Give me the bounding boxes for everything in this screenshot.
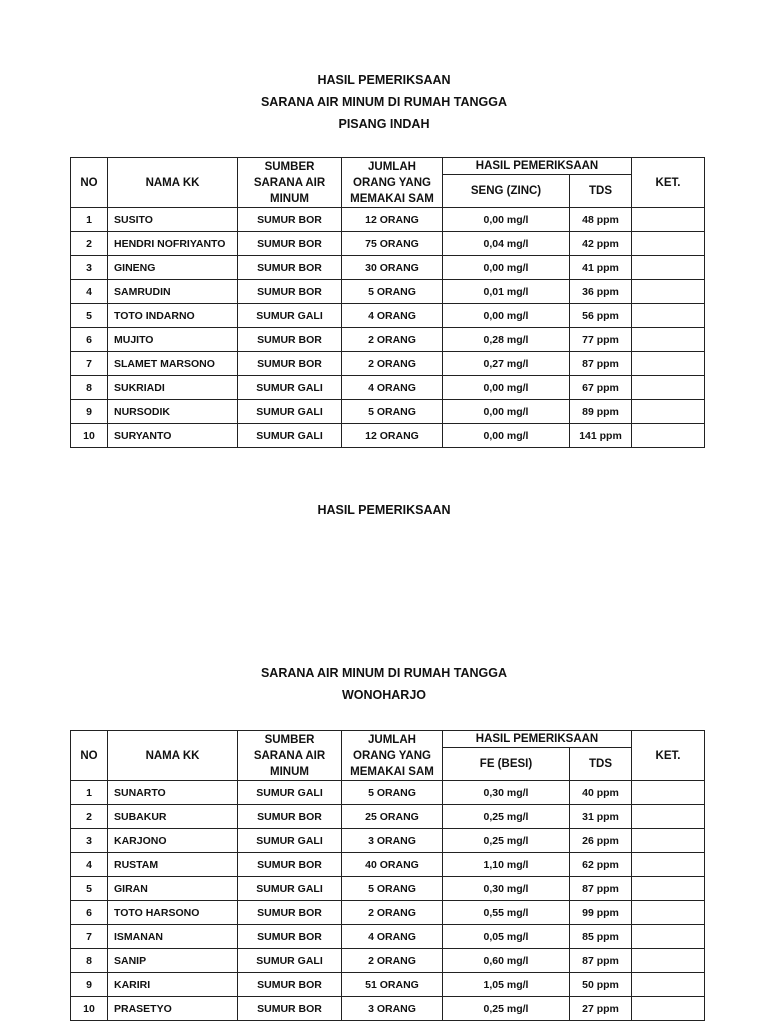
cell-tds: 36 ppm — [570, 280, 632, 304]
cell-parameter: 0,00 mg/l — [443, 304, 570, 328]
cell-no: 9 — [71, 973, 108, 997]
cell-nama-kk: SUSITO — [108, 208, 238, 232]
cell-tds: 26 ppm — [570, 829, 632, 853]
cell-jumlah: 5 ORANG — [342, 877, 443, 901]
section1-title-line-1: HASIL PEMERIKSAAN — [317, 73, 451, 87]
cell-ket — [632, 781, 705, 805]
cell-sumber: SUMUR BOR — [238, 328, 342, 352]
cell-sumber: SUMUR BOR — [238, 208, 342, 232]
cell-sumber: SUMUR GALI — [238, 781, 342, 805]
header-hasil-pemeriksaan: HASIL PEMERIKSAAN — [443, 158, 632, 175]
section1-table-body — [71, 208, 705, 448]
cell-tds: 41 ppm — [570, 256, 632, 280]
cell-no: 10 — [71, 997, 108, 1021]
header-hasil-pemeriksaan: HASIL PEMERIKSAAN — [443, 731, 632, 748]
table-row — [71, 424, 705, 448]
cell-sumber: SUMUR GALI — [238, 400, 342, 424]
cell-nama-kk: SLAMET MARSONO — [108, 352, 238, 376]
table-row — [71, 256, 705, 280]
table-row — [71, 304, 705, 328]
cell-ket — [632, 256, 705, 280]
cell-ket — [632, 328, 705, 352]
cell-tds: 50 ppm — [570, 973, 632, 997]
cell-nama-kk: NURSODIK — [108, 400, 238, 424]
section2-table-body — [71, 781, 705, 1021]
header-jumlah: JUMLAH ORANG YANG MEMAKAI SAM — [342, 158, 443, 208]
cell-jumlah: 2 ORANG — [342, 901, 443, 925]
cell-ket — [632, 232, 705, 256]
cell-ket — [632, 829, 705, 853]
cell-tds: 27 ppm — [570, 997, 632, 1021]
section2-title-line-2: WONOHARJO — [341, 688, 427, 702]
section1-title-line-2: SARANA AIR MINUM DI RUMAH TANGGA — [260, 95, 508, 109]
cell-sumber: SUMUR GALI — [238, 424, 342, 448]
cell-sumber: SUMUR BOR — [238, 997, 342, 1021]
cell-sumber: SUMUR GALI — [238, 376, 342, 400]
cell-jumlah: 30 ORANG — [342, 256, 443, 280]
header-jumlah: JUMLAH ORANG YANG MEMAKAI SAM — [342, 731, 443, 781]
cell-no: 7 — [71, 352, 108, 376]
cell-tds: 31 ppm — [570, 805, 632, 829]
cell-jumlah: 25 ORANG — [342, 805, 443, 829]
cell-jumlah: 4 ORANG — [342, 304, 443, 328]
cell-nama-kk: GIRAN — [108, 877, 238, 901]
cell-parameter: 0,25 mg/l — [443, 805, 570, 829]
cell-ket — [632, 805, 705, 829]
cell-nama-kk: MUJITO — [108, 328, 238, 352]
table-row — [71, 232, 705, 256]
cell-sumber: SUMUR GALI — [238, 304, 342, 328]
cell-parameter: 0,30 mg/l — [443, 877, 570, 901]
cell-nama-kk: TOTO INDARNO — [108, 304, 238, 328]
cell-ket — [632, 877, 705, 901]
cell-parameter: 0,55 mg/l — [443, 901, 570, 925]
cell-parameter: 0,27 mg/l — [443, 352, 570, 376]
cell-jumlah: 5 ORANG — [342, 280, 443, 304]
cell-sumber: SUMUR GALI — [238, 829, 342, 853]
cell-parameter: 0,01 mg/l — [443, 280, 570, 304]
cell-sumber: SUMUR GALI — [238, 949, 342, 973]
cell-tds: 40 ppm — [570, 781, 632, 805]
cell-parameter: 0,04 mg/l — [443, 232, 570, 256]
cell-jumlah: 75 ORANG — [342, 232, 443, 256]
cell-sumber: SUMUR BOR — [238, 853, 342, 877]
section2-table — [70, 730, 705, 1021]
cell-no: 5 — [71, 877, 108, 901]
cell-ket — [632, 901, 705, 925]
cell-ket — [632, 997, 705, 1021]
cell-no: 1 — [71, 781, 108, 805]
cell-tds: 56 ppm — [570, 304, 632, 328]
cell-no: 6 — [71, 328, 108, 352]
cell-sumber: SUMUR BOR — [238, 256, 342, 280]
header-tds: TDS — [570, 748, 632, 781]
cell-no: 4 — [71, 280, 108, 304]
cell-jumlah: 3 ORANG — [342, 997, 443, 1021]
cell-parameter: 0,00 mg/l — [443, 424, 570, 448]
cell-sumber: SUMUR BOR — [238, 280, 342, 304]
cell-jumlah: 2 ORANG — [342, 328, 443, 352]
cell-jumlah: 40 ORANG — [342, 853, 443, 877]
table-row — [71, 829, 705, 853]
cell-jumlah: 12 ORANG — [342, 424, 443, 448]
cell-tds: 42 ppm — [570, 232, 632, 256]
cell-no: 5 — [71, 304, 108, 328]
cell-tds: 85 ppm — [570, 925, 632, 949]
cell-tds: 87 ppm — [570, 877, 632, 901]
cell-no: 8 — [71, 376, 108, 400]
table-row — [71, 877, 705, 901]
cell-no: 7 — [71, 925, 108, 949]
table-row — [71, 973, 705, 997]
cell-nama-kk: SANIP — [108, 949, 238, 973]
cell-no: 6 — [71, 901, 108, 925]
cell-parameter: 0,00 mg/l — [443, 400, 570, 424]
cell-nama-kk: GINENG — [108, 256, 238, 280]
header-nama-kk: NAMA KK — [108, 158, 238, 208]
cell-parameter: 1,05 mg/l — [443, 973, 570, 997]
table-row — [71, 901, 705, 925]
cell-sumber: SUMUR BOR — [238, 925, 342, 949]
cell-parameter: 0,00 mg/l — [443, 208, 570, 232]
header-tds: TDS — [570, 175, 632, 208]
cell-tds: 87 ppm — [570, 352, 632, 376]
header-no: NO — [71, 158, 108, 208]
table-row — [71, 376, 705, 400]
cell-sumber: SUMUR BOR — [238, 901, 342, 925]
cell-no: 2 — [71, 805, 108, 829]
cell-nama-kk: KARIRI — [108, 973, 238, 997]
cell-tds: 99 ppm — [570, 901, 632, 925]
cell-ket — [632, 208, 705, 232]
cell-nama-kk: TOTO HARSONO — [108, 901, 238, 925]
cell-jumlah: 4 ORANG — [342, 925, 443, 949]
table-row — [71, 781, 705, 805]
section2-title-top: HASIL PEMERIKSAAN — [317, 503, 451, 517]
cell-tds: 62 ppm — [570, 853, 632, 877]
cell-ket — [632, 424, 705, 448]
cell-jumlah: 5 ORANG — [342, 781, 443, 805]
cell-nama-kk: SAMRUDIN — [108, 280, 238, 304]
table-row — [71, 208, 705, 232]
table-row — [71, 925, 705, 949]
cell-no: 9 — [71, 400, 108, 424]
cell-parameter: 0,05 mg/l — [443, 925, 570, 949]
cell-sumber: SUMUR GALI — [238, 877, 342, 901]
cell-nama-kk: PRASETYO — [108, 997, 238, 1021]
cell-jumlah: 2 ORANG — [342, 352, 443, 376]
cell-parameter: 0,28 mg/l — [443, 328, 570, 352]
cell-ket — [632, 280, 705, 304]
cell-ket — [632, 352, 705, 376]
cell-parameter: 0,00 mg/l — [443, 256, 570, 280]
header-parameter: SENG (ZINC) — [443, 175, 570, 208]
header-ket: KET. — [632, 731, 705, 781]
cell-jumlah: 2 ORANG — [342, 949, 443, 973]
cell-nama-kk: SUNARTO — [108, 781, 238, 805]
cell-ket — [632, 376, 705, 400]
table-row — [71, 280, 705, 304]
cell-parameter: 0,25 mg/l — [443, 997, 570, 1021]
table-row — [71, 997, 705, 1021]
table-row — [71, 328, 705, 352]
cell-tds: 141 ppm — [570, 424, 632, 448]
header-nama-kk: NAMA KK — [108, 731, 238, 781]
header-no: NO — [71, 731, 108, 781]
cell-no: 4 — [71, 853, 108, 877]
cell-parameter: 0,30 mg/l — [443, 781, 570, 805]
cell-sumber: SUMUR BOR — [238, 805, 342, 829]
cell-tds: 67 ppm — [570, 376, 632, 400]
table-row — [71, 400, 705, 424]
cell-no: 8 — [71, 949, 108, 973]
cell-nama-kk: SUKRIADI — [108, 376, 238, 400]
header-ket: KET. — [632, 158, 705, 208]
cell-jumlah: 3 ORANG — [342, 829, 443, 853]
section1-table — [70, 157, 705, 448]
cell-sumber: SUMUR BOR — [238, 973, 342, 997]
cell-nama-kk: HENDRI NOFRIYANTO — [108, 232, 238, 256]
cell-tds: 48 ppm — [570, 208, 632, 232]
cell-parameter: 0,60 mg/l — [443, 949, 570, 973]
cell-jumlah: 5 ORANG — [342, 400, 443, 424]
cell-nama-kk: SUBAKUR — [108, 805, 238, 829]
cell-tds: 87 ppm — [570, 949, 632, 973]
cell-nama-kk: ISMANAN — [108, 925, 238, 949]
cell-ket — [632, 973, 705, 997]
cell-no: 10 — [71, 424, 108, 448]
cell-ket — [632, 304, 705, 328]
header-sumber: SUMBER SARANA AIR MINUM — [238, 158, 342, 208]
table-row — [71, 805, 705, 829]
table-row — [71, 352, 705, 376]
cell-parameter: 0,25 mg/l — [443, 829, 570, 853]
cell-jumlah: 4 ORANG — [342, 376, 443, 400]
header-sumber: SUMBER SARANA AIR MINUM — [238, 731, 342, 781]
table-row — [71, 853, 705, 877]
cell-ket — [632, 925, 705, 949]
cell-parameter: 0,00 mg/l — [443, 376, 570, 400]
cell-sumber: SUMUR BOR — [238, 352, 342, 376]
cell-ket — [632, 400, 705, 424]
cell-nama-kk: RUSTAM — [108, 853, 238, 877]
cell-nama-kk: KARJONO — [108, 829, 238, 853]
section1-title-line-3: PISANG INDAH — [338, 117, 430, 131]
cell-jumlah: 51 ORANG — [342, 973, 443, 997]
cell-nama-kk: SURYANTO — [108, 424, 238, 448]
cell-sumber: SUMUR BOR — [238, 232, 342, 256]
cell-parameter: 1,10 mg/l — [443, 853, 570, 877]
cell-ket — [632, 853, 705, 877]
cell-no: 3 — [71, 829, 108, 853]
section2-title-line-1: SARANA AIR MINUM DI RUMAH TANGGA — [260, 666, 508, 680]
cell-tds: 89 ppm — [570, 400, 632, 424]
cell-jumlah: 12 ORANG — [342, 208, 443, 232]
cell-no: 1 — [71, 208, 108, 232]
header-parameter: FE (BESI) — [443, 748, 570, 781]
cell-tds: 77 ppm — [570, 328, 632, 352]
cell-no: 2 — [71, 232, 108, 256]
table-row — [71, 949, 705, 973]
cell-no: 3 — [71, 256, 108, 280]
cell-ket — [632, 949, 705, 973]
